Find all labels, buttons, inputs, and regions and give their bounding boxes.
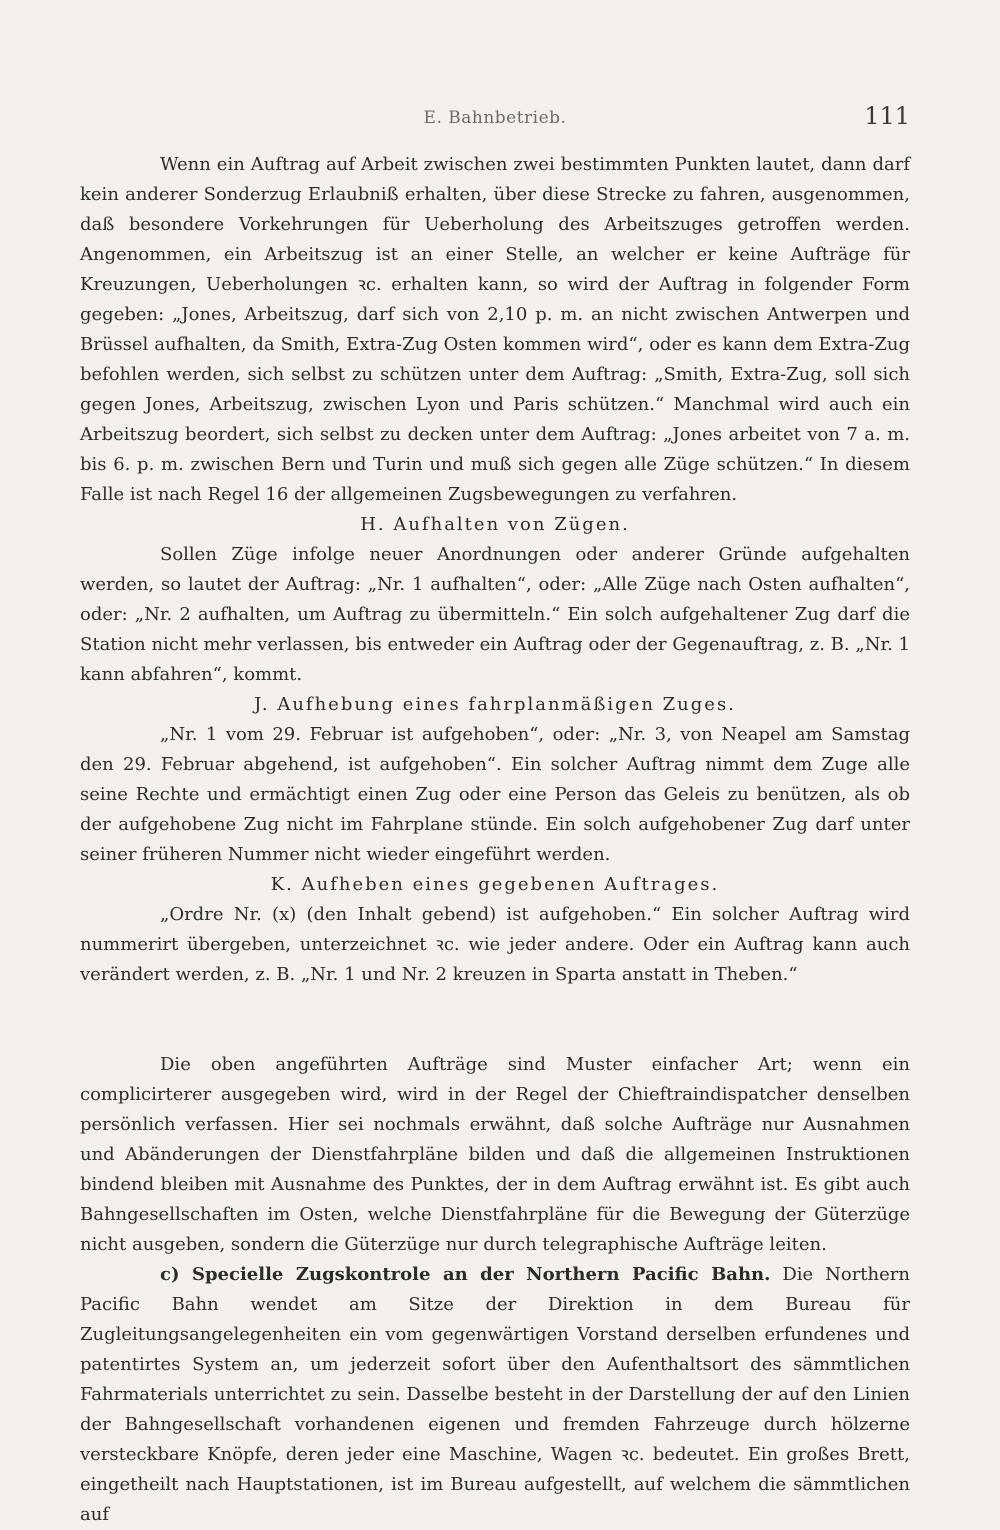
section-heading-j: J. Aufhebung eines fahrplanmäßigen Zuges. bbox=[254, 694, 736, 715]
paragraph-northern-pacific bbox=[80, 1260, 910, 1530]
paragraph-gap bbox=[80, 990, 910, 1050]
paragraph-work-train-orders: Wenn ein Auftrag auf Arbeit zwischen zwei bestimmten Punkten lautet, dann darf kein anderer Sonderzug Erlaubniß erhalten, über diese Strecke zu fahren, ausgenommen, daß besondere Vorkehrungen für Ueberholung des Arbeitszuges getroffen werden. Angenommen, ein Arbeitszug ist an einer Stelle, an welcher er keine Aufträge für Kreuzungen, Ueberholungen ꝛc. erhalten kann, so wird der Auftrag in folgender Form gegeben: „Jones, Arbeitszug, darf sich von 2,10 p. m. an nicht zwischen Antwerpen und Brüssel aufhalten, da Smith, Extra-Zug Osten kommen wird“, oder es kann dem Extra-Zug befohlen werden, sich selbst zu schützen unter dem Auftrag: „Smith, Extra-Zug, soll sich gegen Jones, Arbeitszug, zwischen Lyon und Paris schützen.“ Manchmal wird auch ein Arbeitszug beordert, sich selbst zu decken unter dem Auftrag: „Jones arbeitet von 7 a. m. bis 6. p. m. zwischen Bern und Turin und muß sich gegen alle Züge schützen.“ In diesem Falle ist nach Regel 16 der allgemeinen Zugsbewegungen zu verfahren. bbox=[80, 154, 910, 505]
page-header bbox=[80, 100, 910, 140]
paragraph-cancel-order: „Ordre Nr. (x) (den Inhalt gebend) ist aufgehoben.“ Ein solcher Auftrag wird nummerirt übergeben, unterzeichnet ꝛc. wie jeder andere. Oder ein Auftrag kann auch verändert werden, z. B. „Nr. 1 und Nr. 2 kreuzen in Sparta anstatt in Theben.“ bbox=[80, 904, 910, 985]
paragraph-holding-trains: Sollen Züge infolge neuer Anordnungen oder anderer Gründe aufgehalten werden, so lautet der Auftrag: „Nr. 1 aufhalten“, oder: „Alle Züge nach Osten aufhalten“, oder: „Nr. 2 aufhalten, um Auftrag zu übermitteln.“ Ein solch aufgehaltener Zug darf die Station nicht mehr verlassen, bis entweder ein Auftrag oder der Gegenauftrag, z. B. „Nr. 1 kann abfahren“, kommt. bbox=[80, 544, 910, 685]
page-number: 111 bbox=[864, 102, 910, 130]
section-heading-k: K. Aufheben eines gegebenen Auftrages. bbox=[270, 874, 720, 895]
running-title: E. Bahnbetrieb. bbox=[423, 108, 567, 128]
paragraph-cancel-train: „Nr. 1 vom 29. Februar ist aufgehoben“, oder: „Nr. 3, von Neapel am Samstag den 29. Februar abgehend, ist aufgehoben“. Ein solcher Auftrag nimmt dem Zuge alle seine Rechte und ermächtigt einen Zug oder eine Person das Geleis zu benützen, als ob der aufgehobene Zug nicht im Fahrplane stünde. Ein solch aufgehobener Zug darf unter seiner früheren Nummer nicht wieder eingeführt werden. bbox=[80, 724, 910, 865]
section-title-northern-pacific: c) Specielle Zugskontrole an der Northern Pacific Bahn. bbox=[160, 1264, 771, 1285]
paragraph-summary: Die oben angeführten Aufträge sind Muster einfacher Art; wenn ein complicirterer ausgegeben wird, wird in der Regel der Chieftraindispatcher denselben persönlich verfassen. Hier sei nochmals erwähnt, daß solche Aufträge nur Ausnahmen und Abänderungen der Dienstfahrpläne bilden und daß die allgemeinen Instruktionen bindend bleiben mit Ausnahme des Punktes, der in dem Auftrag erwähnt ist. Es gibt auch Bahngesellschaften im Osten, welche Dienstfahrpläne für die Bewegung der Güterzüge nicht ausgeben, sondern die Güterzüge nur durch telegraphische Aufträge leiten. bbox=[80, 1054, 910, 1255]
northern-pacific-text: Die Northern Pacific Bahn wendet am Sitze der Direktion in dem Bureau für Zugleitungsangelegenheiten ein vom gegenwärtigen Vorstand derselben erfundenes und patentirtes System an, um jederzeit sofort über den Aufenthaltsort des sämmtlichen Fahrmaterials unterrichtet zu sein. Dasselbe besteht in der Darstellung der auf den Linien der Bahngesellschaft vorhandenen eigenen und fremden Fahrzeuge durch hölzerne versteckbare Knöpfe, deren jeder eine Maschine, Wagen ꝛc. bedeutet. Ein großes Brett, eingetheilt nach Hauptstationen, ist im Bureau aufgestellt, auf welchem die sämmtlichen auf bbox=[80, 1264, 910, 1525]
page-body bbox=[80, 150, 910, 1530]
section-heading-h: H. Aufhalten von Zügen. bbox=[360, 514, 630, 535]
